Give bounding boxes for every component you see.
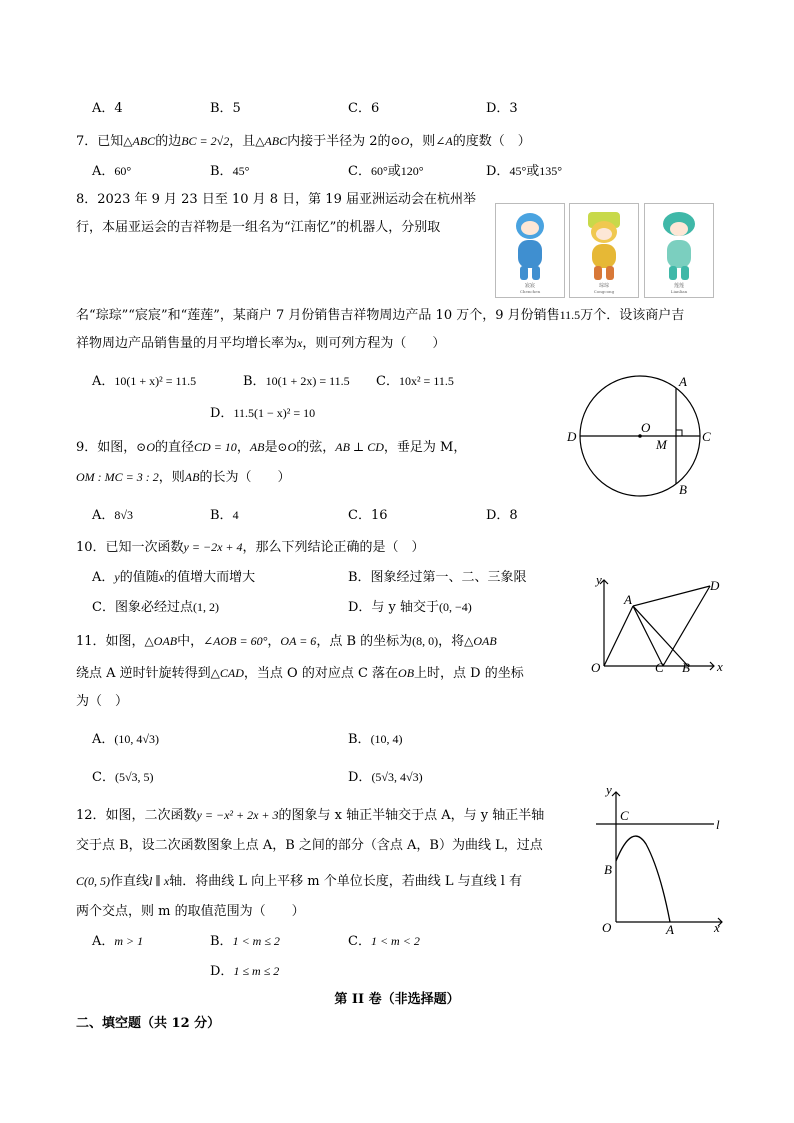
- mascot-caption-3: 莲莲: [673, 283, 684, 289]
- q10-stem: 10．已知一次函数y = −2x + 4，那么下列结论正确的是（ ）: [76, 540, 425, 555]
- section-2-heading: 二、填空题（共 12 分）: [76, 1016, 221, 1031]
- q11-option-c: C．(5√3, 5): [92, 770, 154, 785]
- mascot-caption-1: 宸宸: [524, 283, 535, 289]
- q10-option-c: C．图象必经过点(1, 2): [92, 600, 219, 615]
- mascot-image-3: [644, 203, 714, 298]
- q11-label-y: y: [596, 572, 602, 587]
- mascot-subcaption-1: Chenchen: [519, 289, 541, 294]
- q9-option-b: B．4: [210, 508, 239, 523]
- q12-option-b: B．1 < m ≤ 2: [210, 934, 280, 949]
- q11-stem-3: 为（ ）: [76, 694, 129, 709]
- q12-stem-4: 两个交点，则 m 的取值范围为（ ）: [76, 904, 305, 919]
- q9-circle-figure: [560, 372, 720, 500]
- q9-label-d: D: [567, 429, 577, 444]
- q11-label-o: O: [591, 660, 601, 675]
- q8-line-2: 行，本届亚运会的吉祥物是一组名为“江南忆”的机器人，分别取: [76, 220, 441, 235]
- q6-option-a: A．4: [92, 101, 123, 116]
- q6-option-b: B．5: [210, 101, 241, 116]
- q11-stem-2: 绕点 A 逆时针旋转得到△CAD，当点 O 的对应点 C 落在OB上时，点 D 的坐标: [76, 666, 524, 681]
- q12-label-x: x: [714, 920, 720, 935]
- q11-option-b: B．(10, 4): [348, 732, 403, 747]
- q12-stem-2: 交于点 B，设二次函数图象上点 A，B 之间的部分（含点 A，B）为曲线 L，过点: [76, 838, 543, 853]
- q7-option-b: B．45°: [210, 164, 250, 179]
- part-2-title: 第 II 卷（非选择题）: [334, 992, 460, 1007]
- q11-label-d: D: [710, 578, 720, 593]
- q11-label-x: x: [717, 659, 723, 674]
- q9-stem-2: OM : MC = 3 : 2，则AB的长为（ ）: [76, 470, 291, 485]
- q12-option-d: D．1 ≤ m ≤ 2: [210, 964, 280, 979]
- q6-option-c: C．6: [348, 101, 380, 116]
- q12-parabola-figure: [596, 782, 732, 938]
- q12-label-c: C: [620, 808, 629, 823]
- q11-label-c: C: [655, 660, 664, 675]
- q12-stem-3: C(0, 5)作直线l ∥ x轴．将曲线 L 向上平移 m 个单位长度，若曲线 L 与直线 l 有: [76, 874, 523, 889]
- q12-option-c: C．1 < m < 2: [348, 934, 420, 949]
- q7-stem: 7．已知△ABC的边BC = 2√2，且△ABC内接于半径为 2的⊙O，则∠A的度数（ ）: [76, 134, 531, 149]
- q9-label-o: O: [641, 420, 651, 435]
- q8-line-4: 祥物周边产品销售量的月平均增长率为x，则可列方程为（ ）: [76, 336, 446, 351]
- q12-label-a: A: [666, 922, 674, 937]
- q11-label-a: A: [624, 592, 632, 607]
- q7-option-a: A．60°: [92, 164, 132, 179]
- q9-label-c: C: [702, 429, 711, 444]
- q9-stem-1: 9．如图，⊙O的直径CD = 10，AB是⊙O的弦，AB ⊥ CD，垂足为 M，: [76, 440, 467, 455]
- q12-label-l: l: [716, 817, 720, 832]
- q10-option-d: D．与 y 轴交于(0, −4): [348, 600, 472, 615]
- q12-label-y: y: [606, 782, 612, 797]
- q11-stem-1: 11．如图，△OAB中，∠AOB = 60°，OA = 6，点 B 的坐标为(8, 0)，将△OAB: [76, 634, 497, 649]
- q9-label-m: M: [656, 437, 667, 452]
- mascot-subcaption-3: Lianlian: [670, 289, 688, 294]
- mascot-image-2: [569, 203, 639, 298]
- q8-line-1: 8．2023 年 9 月 23 日至 10 月 8 日，第 19 届亚洲运动会在杭州举: [76, 192, 476, 207]
- q12-label-o: O: [602, 920, 612, 935]
- q9-option-d: D．8: [486, 508, 518, 523]
- q12-option-a: A．m > 1: [92, 934, 144, 949]
- q9-option-c: C．16: [348, 508, 388, 523]
- q9-option-a: A．8√3: [92, 508, 133, 523]
- q8-option-b: B．10(1 + 2x) = 11.5: [243, 374, 350, 389]
- q8-option-c: C．10x² = 11.5: [376, 374, 454, 389]
- q11-option-d: D．(5√3, 4√3): [348, 770, 423, 785]
- mascot-caption-2: 琮琮: [598, 283, 609, 289]
- q8-line-3: 名“琮琮”“宸宸”和“莲莲”，某商户 7 月份销售吉祥物周边产品 10 万个，9 月份销售11.5万个．设该商户吉: [76, 308, 685, 323]
- q6-option-d: D．3: [486, 101, 518, 116]
- q9-label-b: B: [679, 482, 687, 497]
- q7-option-c: C．60°或120°: [348, 164, 424, 179]
- mascot-subcaption-2: Congcong: [593, 289, 615, 294]
- q12-stem-1: 12．如图，二次函数y = −x² + 2x + 3的图象与 x 轴正半轴交于点 A，与 y 轴正半轴: [76, 808, 545, 823]
- q10-option-a: A．y的值随x的值增大而增大: [92, 570, 256, 585]
- q9-label-a: A: [679, 374, 687, 389]
- q12-label-b: B: [604, 862, 612, 877]
- q11-rotation-figure: [586, 572, 736, 678]
- q8-option-a: A．10(1 + x)² = 11.5: [92, 374, 197, 389]
- mascot-image-1: [495, 203, 565, 298]
- q11-label-b: B: [682, 660, 690, 675]
- q7-option-d: D．45°或135°: [486, 164, 563, 179]
- q10-option-b: B．图象经过第一、二、三象限: [348, 570, 527, 585]
- q8-option-d: D．11.5(1 − x)² = 10: [210, 406, 316, 421]
- q11-option-a: A．(10, 4√3): [92, 732, 159, 747]
